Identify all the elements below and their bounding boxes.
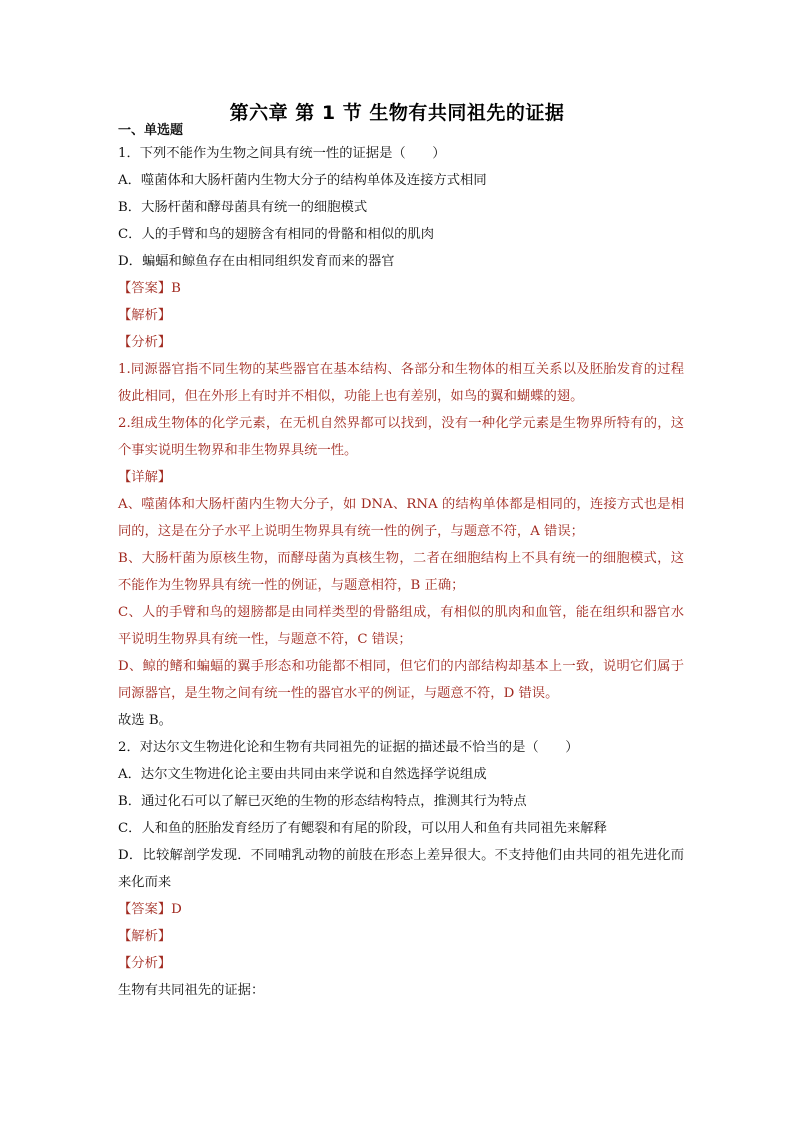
question-2-fenxi-label: 【分析】: [118, 956, 172, 971]
question-1-option-b: B．大肠杆菌和酵母菌具有统一的细胞模式: [118, 200, 368, 215]
question-2-stem: 2．对达尔文生物进化论和生物有共同祖先的证据的描述最不恰当的是（ ）: [118, 740, 579, 755]
question-2-option-b: B．通过化石可以了解已灭绝的生物的形态结构特点，推测其行为特点: [118, 794, 527, 809]
document-body: [118, 122, 684, 1004]
question-1-detail-a: A、噬菌体和大肠杆菌内生物大分子，如 DNA、RNA 的结构单体都是相同的，连接方式也是相同的，这是在分子水平上说明生物界具有统一性的例子，与题意不符，A 错误；: [118, 497, 684, 539]
question-1-stem: 1．下列不能作为生物之间具有统一性的证据是（ ）: [118, 146, 446, 161]
question-1-option-a: A．噬菌体和大肠杆菌内生物大分子的结构单体及连接方式相同: [118, 173, 487, 188]
question-1-option-d: D．蝙蝠和鲸鱼存在由相同组织发育而来的器官: [118, 254, 395, 269]
question-1-detail-b: B、大肠杆菌为原核生物，而酵母菌为真核生物，二者在细胞结构上不具有统一的细胞模式，这不能作为生物界具有统一性的例证，与题意相符，B 正确；: [118, 551, 684, 593]
question-2-option-d: D．比较解剖学发现．不同哺乳动物的前肢在形态上差异很大。不支持他们由共同的祖先进化而来化而来: [118, 848, 684, 890]
question-1-analysis-1: 1.同源器官指不同生物的某些器官在基本结构、各部分和生物体的相互关系以及胚胎发育的过程彼此相同，但在外形上有时并不相似，功能上也有差别，如鸟的翼和蝴蝶的翅。: [118, 362, 684, 404]
question-2-answer: 【答案】D: [118, 902, 182, 917]
question-2-option-a: A．达尔文生物进化论主要由共同由来学说和自然选择学说组成: [118, 767, 487, 782]
question-1-fenxi-label: 【分析】: [118, 335, 172, 350]
question-1-conclusion: 故选 B。: [118, 713, 172, 728]
section-heading: 一、单选题: [118, 123, 184, 138]
question-1-option-c: C．人的手臂和鸟的翅膀含有相同的骨骼和相似的肌肉: [118, 227, 435, 242]
question-2-analysis-start: 生物有共同祖先的证据：: [118, 983, 265, 998]
question-1-jiexi-label: 【解析】: [118, 308, 172, 323]
question-1-detail-c: C、人的手臂和鸟的翅膀都是由同样类型的骨骼组成，有相似的肌肉和血管，能在组织和器官水平说明生物界具有统一性，与题意不符，C 错误；: [118, 605, 684, 647]
question-1-xiangjie-label: 【详解】: [118, 470, 172, 485]
question-2-option-c: C．人和鱼的胚胎发育经历了有鳃裂和有尾的阶段，可以用人和鱼有共同祖先来解释: [118, 821, 607, 836]
question-1-analysis-2: 2.组成生物体的化学元素，在无机自然界都可以找到，没有一种化学元素是生物界所特有的，这个事实说明生物界和非生物界具统一性。: [118, 416, 684, 458]
question-2-jiexi-label: 【解析】: [118, 929, 172, 944]
question-1-answer: 【答案】B: [118, 281, 181, 296]
page-title: 第六章 第 1 节 生物有共同祖先的证据: [229, 102, 565, 124]
question-1-detail-d: D、鲸的鳍和蝙蝠的翼手形态和功能都不相同，但它们的内部结构却基本上一致，说明它们属于同源器官，是生物之间有统一性的器官水平的例证，与题意不符，D 错误。: [118, 659, 684, 701]
